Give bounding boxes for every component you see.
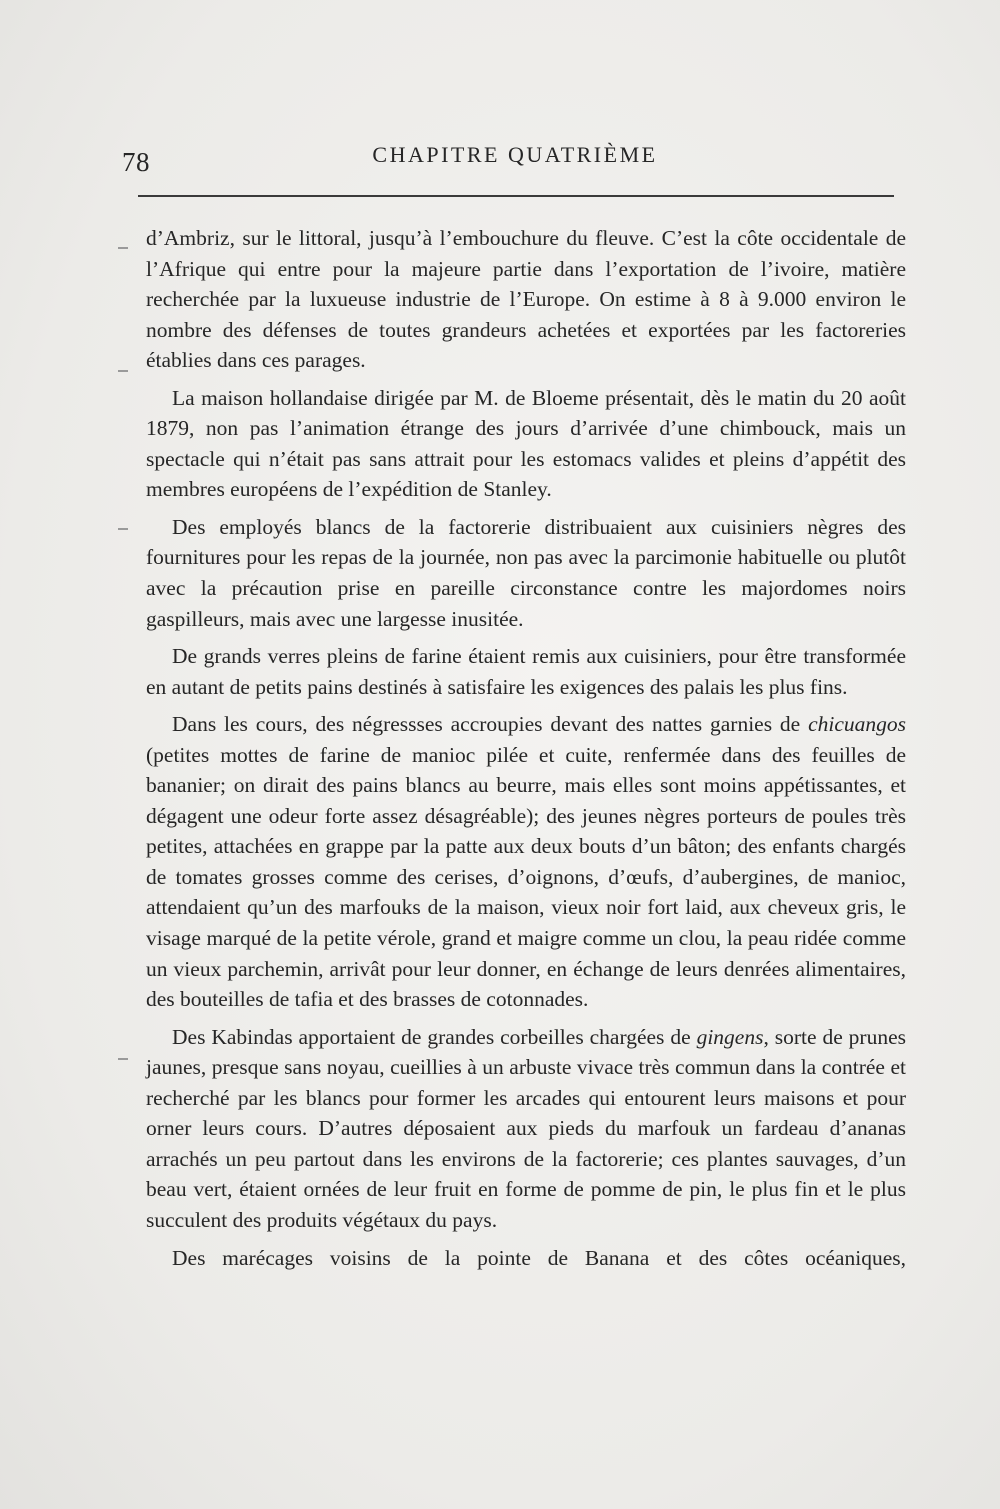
paragraph-6-text-after: , sorte de prunes jaunes, presque sans noyau, cueillies à un arbuste vivace très commun dans la contrée et recherché par les blancs pour former les arcades qui entourent leurs maisons et pour orner leurs cours. D’autres déposaient aux pieds du marfouk un fardeau d’ananas arrachés un peu partout dans les environs de la factorerie; ces plantes sauvages, d’un beau vert, étaient ornées de leur fruit en forme de pomme de pin, le plus fin et le plus succulent des produits végétaux du pays. — [146, 1024, 906, 1232]
paragraph-6-italic-term: gingens — [696, 1024, 764, 1049]
paragraph-5-text-after: (petites mottes de farine de manioc pilée et cuite, renfermée dans des feuilles de bananier; on dirait des pains blancs au beurre, mais elles sont moins appétissantes, et dégagent une odeur forte assez désagréable); des jeunes nègres porteurs de poules très petites, attachées en grappe par la patte aux deux bouts d’un bâton; des enfants chargés de tomates grosses comme des cerises, d’oignons, d’œufs, d’aubergines, de manioc, attendaient qu’un des marfouks de la maison, vieux noir fort laid, aux cheveux gris, le visage marqué de la petite vérole, grand et maigre comme un clou, la peau ridée comme un vieux parchemin, arrivât pour leur donner, en échange de leurs denrées alimentaires, des bouteilles de tafia et des brasses de cotonnades. — [146, 742, 906, 1012]
paragraph-6-text-before: Des Kabindas apportaient de grandes corbeilles chargées de — [172, 1024, 697, 1049]
body-text — [146, 223, 906, 1280]
header-rule — [138, 195, 894, 197]
margin-mark — [118, 1058, 128, 1060]
paragraph-2: La maison hollandaise dirigée par M. de Bloeme présentait, dès le matin du 20 août 1879, non pas l’animation étrange des jours d’arrivée d’une chimbouck, mais un spectacle qui n’était pas sans attrait pour les estomacs valides et pleins d’appétit des membres européens de l’expédition de Stanley. — [146, 385, 906, 502]
margin-mark — [118, 528, 128, 530]
margin-mark — [118, 247, 128, 249]
paragraph-5 — [146, 709, 906, 1014]
paragraph-7: Des marécages voisins de la pointe de Banana et des côtes océaniques, — [172, 1245, 906, 1270]
paragraph-3: Des employés blancs de la factorerie distribuaient aux cuisiniers nègres des fournitures pour les repas de la journée, non pas avec la parcimonie habituelle ou plutôt avec la précaution prise en pareille circonstance contre les majordomes noirs gaspilleurs, mais avec une largesse inusitée. — [146, 514, 906, 631]
paragraph-4: De grands verres pleins de farine étaient remis aux cuisiniers, pour être transformée en autant de petits pains destinés à satisfaire les exigences des palais les plus fins. — [146, 644, 906, 699]
running-head: CHAPITRE QUATRIÈME — [372, 142, 658, 167]
page-number: 78 — [122, 147, 150, 177]
margin-mark — [118, 370, 128, 372]
paragraph-5-italic-term: chicuangos — [808, 712, 906, 737]
paragraph-1: d’Ambriz, sur le littoral, jusqu’à l’embouchure du fleuve. C’est la côte occidentale de l’Afrique qui entre pour la majeure partie dans l’exportation de l’ivoire, matière recherchée par la luxueuse industrie de l’Europe. On estime à 8 à 9.000 environ le nombre des défenses de toutes grandeurs achetées et exportées par les factoreries établies dans ces parages. — [146, 226, 906, 373]
paragraph-5-text-before: Dans les cours, des négressses accroupies devant des nattes garnies de — [172, 712, 809, 737]
paragraph-6 — [146, 1022, 906, 1236]
